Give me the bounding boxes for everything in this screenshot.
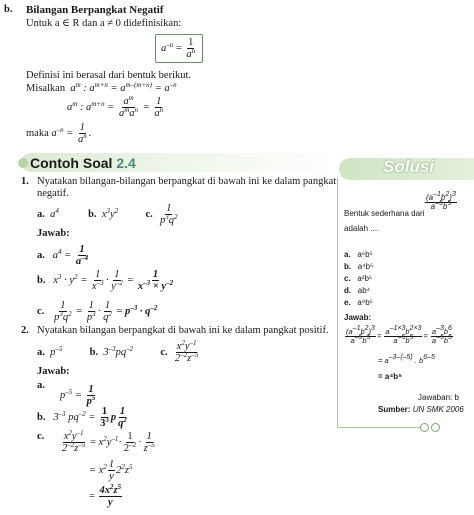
soal-2-answer-c-line2: = $x^2$ $\frac{1}{y}$ $2^2z^5$	[89, 459, 133, 483]
derivation-line: $a^m$ : $a^{m+n}$ = $\frac{a^m}{a^ma^n}$ = $\frac{1}{a^n}$	[67, 94, 164, 120]
solusi-title: Solusi	[383, 157, 435, 176]
solusi-sumber: Sumber: UN SMK 2006	[378, 405, 464, 414]
section-title: Bilangan Berpangkat Negatif	[26, 4, 164, 16]
soal-1-jawab: Jawab:	[37, 228, 70, 239]
solusi-step-1: $\frac{(a^{-1}b^2)^3}{a^{-5}b^5}$ = $\frac{a^{-1\times 3}b^{2\times 3}}{a^{-5}b^5}$ = $\frac{a^{-3}b^6}{a^{-5}b^5}$	[346, 325, 452, 345]
misalkan-line: Misalkan $a^m$ : $a^{m+n} = a^{m-(m+n)} = a^{-n}$	[26, 81, 177, 94]
solusi-jawab: Jawab:	[344, 313, 372, 322]
solusi-option-c: c. a²b⁵	[344, 274, 373, 283]
soal-1-options: a. $a^4$ b. $x^3y^2$ c. $\frac{1}{p^3q^2}$	[37, 203, 178, 227]
solusi-question: Bentuk sederhana dari	[344, 209, 425, 218]
decor-circle-1-icon	[420, 423, 429, 432]
solusi-adalah: adalah ....	[344, 224, 380, 233]
definition-box: $a^{-n}$ = $\frac{1}{a^n}$	[155, 34, 203, 63]
soal-2-answer-c-line3: = $\frac{4x^2z^5}{y}$	[89, 483, 122, 509]
definition-origin: Definisi ini berasal dari bentuk berikut.	[26, 70, 192, 81]
soal-1-answer-c: c. $\frac{1}{p^3q^2}$ = $\frac{1}{p^3}$ · $\frac{1}{q^2}$ = $p^{-3} \cdot q^{-2}$	[37, 300, 158, 324]
solusi-answer: Jawaban: b	[418, 393, 459, 402]
maka-line: maka $a^{-n}$ = $\frac{1}{a^n}$ .	[26, 122, 92, 146]
soal-1-answer-a: a. $a^4$ = $\frac{1}{a^{-4}}$	[37, 244, 89, 268]
section-intro: Untuk a ∈ R dan a ≠ 0 didefinisikan:	[26, 18, 182, 29]
soal-1-answer-b: b. $x^3 \cdot y^2$ = $\frac{1}{x^{-3}}$ · $\frac{1}{y^{-2}}$ = $\frac{1}{x^{-3} \times y^{-2}}$	[37, 269, 174, 293]
solusi-vertical-line	[337, 178, 338, 428]
solusi-option-b: b. a⁴b⁵	[344, 262, 374, 271]
solusi-option-e: e. a⁹b⁵	[344, 298, 373, 307]
solusi-final: = a⁴b⁵	[378, 372, 402, 381]
soal-2-answer-a: a.	[37, 380, 45, 391]
section-label: b.	[4, 4, 13, 15]
solusi-bottom-line	[337, 427, 427, 428]
soal-1-text-line1: Nyatakan bilangan-bilangan berpangkat di bawah ini ke dalam pangkat	[37, 176, 337, 187]
solusi-option-d: d. ab⁴	[344, 286, 371, 295]
soal-2-text: Nyatakan bilangan berpangkat di bawah ini ke dalam pangkat positif.	[37, 325, 329, 336]
contoh-soal-title: Contoh Soal 2.4	[30, 155, 136, 171]
solusi-question-fraction: $\frac{(a^{-1}b^2)^3}{a^{-5}b^5}$	[426, 191, 456, 212]
soal-2-answer-b: b. $3^{-3}$ $pq^{-2}$ = $\frac{1}{3^3}$ p $\frac{1}{q^2}$	[37, 406, 127, 430]
soal-2-number: 2.	[21, 325, 29, 336]
soal-2-answer-c-line1: $\frac{x^2y^{-1}}{2^{-2}z^{-5}}$ = $x^2y^{-1}\cdot$ $\frac{1}{2^{-2}}$ · $\frac{1}{z^{-5}}$	[62, 429, 155, 455]
soal-1-text-line2: negatif.	[37, 188, 69, 199]
soal-2-answer-c: c.	[37, 431, 45, 442]
soal-2-answer-a-expr: $p^{-5}$ = $\frac{1}{p^5}$	[60, 384, 96, 408]
decor-circle-2-icon	[431, 423, 440, 432]
solusi-option-a: a. a⁶b⁵	[344, 250, 373, 259]
banner-dot-icon	[18, 158, 28, 168]
soal-1-number: 1.	[21, 176, 29, 187]
solusi-step-2: = $a^{-3-(-5)}$ . $b^{6-5}$	[378, 354, 435, 365]
soal-2-jawab: Jawab:	[37, 366, 70, 377]
soal-2-options: a. $p^{-5}$ b. $3^{-3}pq^{-2}$ c. $\frac{x^2y^{-1}}{2^{-2}z^{-5}}$	[37, 339, 199, 365]
